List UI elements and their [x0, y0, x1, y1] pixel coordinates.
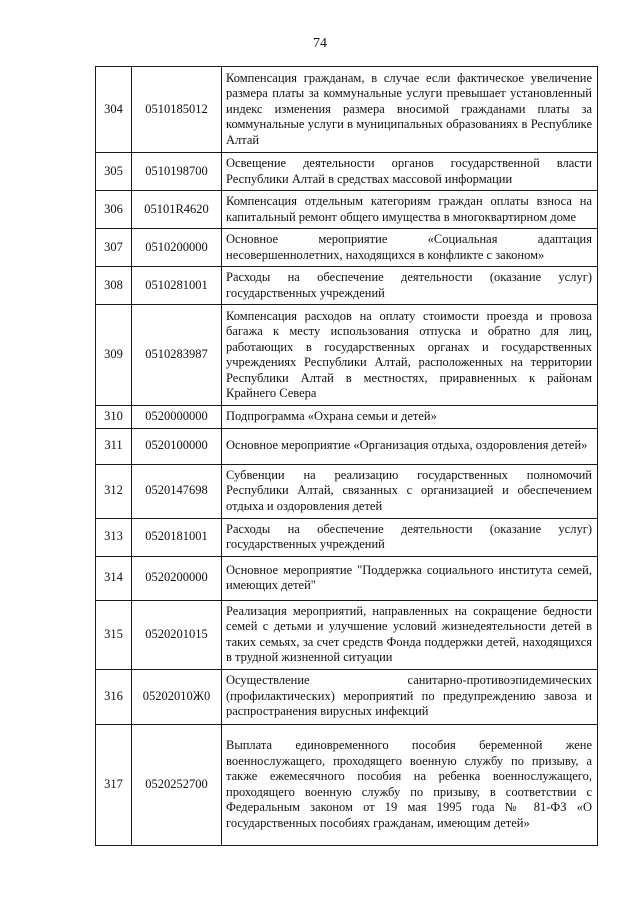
item-name: Расходы на обеспечение деятельности (оказание услуг) государственных учреждений — [222, 267, 598, 305]
row-number: 311 — [96, 428, 132, 464]
row-number: 315 — [96, 600, 132, 669]
table-row — [96, 67, 598, 153]
target-code: 05202010Ж0 — [132, 669, 222, 724]
target-code: 0520147698 — [132, 464, 222, 518]
item-name: Компенсация гражданам, в случае если фактическое увеличение размера платы за коммунальные услуги превышает установленный индекс изменения размера вносимой гражданами платы за коммунальные услуги в муниципальных образованиях в Республике Алтай — [222, 67, 598, 153]
target-code: 0510281001 — [132, 267, 222, 305]
target-code: 0510185012 — [132, 67, 222, 153]
table-row — [96, 669, 598, 724]
row-number: 312 — [96, 464, 132, 518]
row-number: 314 — [96, 556, 132, 600]
target-code: 05101R4620 — [132, 191, 222, 229]
item-name: Освещение деятельности органов государственной власти Республики Алтай в средствах массовой информации — [222, 153, 598, 191]
row-number: 317 — [96, 724, 132, 845]
table-row — [96, 518, 598, 556]
table-row — [96, 267, 598, 305]
row-number: 308 — [96, 267, 132, 305]
item-name: Основное мероприятие "Поддержка социального института семей, имеющих детей" — [222, 556, 598, 600]
item-name: Основное мероприятие «Социальная адаптация несовершеннолетних, находящихся в конфликте с законом» — [222, 229, 598, 267]
item-name: Основное мероприятие «Организация отдыха, оздоровления детей» — [222, 428, 598, 464]
row-number: 309 — [96, 305, 132, 406]
table-row — [96, 464, 598, 518]
table-row — [96, 600, 598, 669]
item-name: Выплата единовременного пособия беременной жене военнослужащего, проходящего военную службу по призыву, а также ежемесячного пособия на ребенка военнослужащего, проходящего военную службу по призыву, в соответствии с Федеральным законом от 19 мая 1995 года № 81-ФЗ «О государственных пособиях гражданам, имеющим детей» — [222, 724, 598, 845]
table-row — [96, 305, 598, 406]
item-name: Осуществление санитарно-противоэпидемических (профилактических) мероприятий по предупреждению завоза и распространения вирусных инфекций — [222, 669, 598, 724]
target-code: 0520201015 — [132, 600, 222, 669]
item-name: Расходы на обеспечение деятельности (оказание услуг) государственных учреждений — [222, 518, 598, 556]
target-code: 0520252700 — [132, 724, 222, 845]
row-number: 306 — [96, 191, 132, 229]
row-number: 316 — [96, 669, 132, 724]
table-row — [96, 191, 598, 229]
item-name: Компенсация расходов на оплату стоимости проезда и провоза багажа к месту использования отпуска и обратно для лиц, работающих в государственных органах и государственных учреждениях Республики Алтай, расположенных на территории Республики Алтай в местностях, приравненных к районам Крайнего Севера — [222, 305, 598, 406]
budget-code-table — [95, 66, 598, 846]
target-code: 0520000000 — [132, 406, 222, 429]
row-number: 313 — [96, 518, 132, 556]
item-name: Реализация мероприятий, направленных на сокращение бедности семей с детьми и улучшение условий жизнедеятельности детей в таких семьях, за счет средств Фонда поддержки детей, находящихся в трудной жизненной ситуации — [222, 600, 598, 669]
item-name: Компенсация отдельным категориям граждан оплаты взноса на капитальный ремонт общего имущества в многоквартирном доме — [222, 191, 598, 229]
table-row — [96, 406, 598, 429]
item-name: Подпрограмма «Охрана семьи и детей» — [222, 406, 598, 429]
table-row — [96, 428, 598, 464]
table-row — [96, 153, 598, 191]
target-code: 0520200000 — [132, 556, 222, 600]
row-number: 305 — [96, 153, 132, 191]
row-number: 310 — [96, 406, 132, 429]
table-row — [96, 229, 598, 267]
table-row — [96, 724, 598, 845]
row-number: 304 — [96, 67, 132, 153]
page-number: 74 — [313, 36, 327, 51]
target-code: 0520181001 — [132, 518, 222, 556]
target-code: 0520100000 — [132, 428, 222, 464]
target-code: 0510283987 — [132, 305, 222, 406]
item-name: Субвенции на реализацию государственных полномочий Республики Алтай, связанных с организацией и обеспечением отдыха и оздоровления детей — [222, 464, 598, 518]
table-row — [96, 556, 598, 600]
target-code: 0510200000 — [132, 229, 222, 267]
row-number: 307 — [96, 229, 132, 267]
target-code: 0510198700 — [132, 153, 222, 191]
